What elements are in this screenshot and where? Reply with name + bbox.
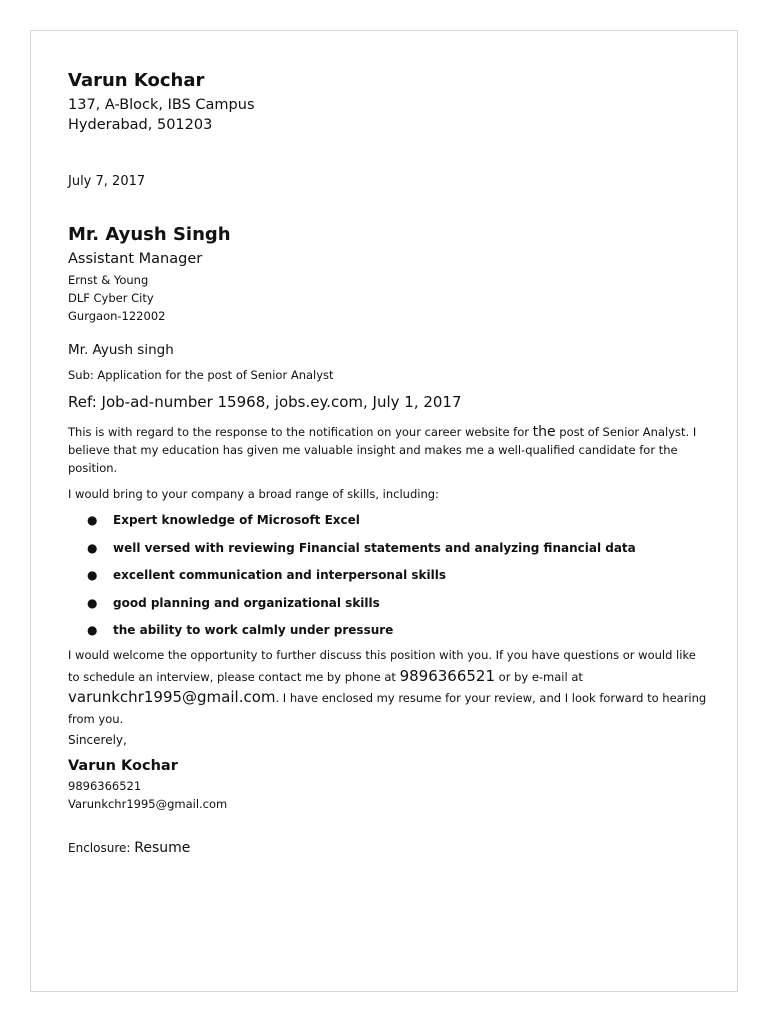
skill-item xyxy=(87,620,636,648)
closing-email: varunkchr1995@gmail.com xyxy=(68,688,276,706)
subject-line: Sub: Application for the post of Senior Analyst xyxy=(68,368,334,382)
reference-line: Ref: Job-ad-number 15968, jobs.ey.com, July 1, 2017 xyxy=(68,393,462,411)
enclosure-label: Enclosure: xyxy=(68,841,135,855)
sender-address-line1: 137, A-Block, IBS Campus xyxy=(68,97,255,113)
enclosure-line xyxy=(68,840,190,856)
skill-item xyxy=(87,538,636,566)
bullet-icon: ● xyxy=(87,595,98,610)
recipient-name: Mr. Ayush Singh xyxy=(68,224,231,245)
bullet-icon: ● xyxy=(87,513,98,527)
signature-phone: 9896366521 xyxy=(68,779,142,793)
letter-date: July 7, 2017 xyxy=(68,174,146,189)
closing-text-part1: I would welcome the opportunity to further discuss this position with you. If you have questions or would like to schedule an interview, please contact me by phone at xyxy=(68,648,696,684)
recipient-address-line1: DLF Cyber City xyxy=(68,291,154,305)
enclosure-value: Resume xyxy=(134,840,191,856)
recipient-address-line2: Gurgaon-122002 xyxy=(68,309,166,323)
recipient-company: Ernst & Young xyxy=(68,273,149,287)
intro-text-part1: This is with regard to the response to the notification on your career website for xyxy=(68,425,533,439)
skill-text: excellent communication and interpersonal skills xyxy=(113,568,446,583)
skill-text: the ability to work calmly under pressure xyxy=(113,623,394,638)
intro-text-part2: post of Senior Analyst. I believe that my education has given me valuable insight and makes me a well-qualified candidate for the position. xyxy=(68,425,697,475)
bullet-icon: ● xyxy=(87,568,98,583)
recipient-title: Assistant Manager xyxy=(68,251,203,267)
closing-text-part3: . I have enclosed my resume for your review, and I look forward to hearing from you. xyxy=(68,691,707,726)
bullet-icon: ● xyxy=(87,623,98,638)
skill-text: well versed with reviewing Financial statements and analyzing financial data xyxy=(113,540,636,555)
bullet-icon: ● xyxy=(87,540,98,555)
sender-name: Varun Kochar xyxy=(68,70,205,91)
signature-name: Varun Kochar xyxy=(68,758,178,774)
skill-text: Expert knowledge of Microsoft Excel xyxy=(113,513,360,527)
closing-paragraph xyxy=(68,645,708,729)
signature-email: Varunkchr1995@gmail.com xyxy=(68,797,228,811)
closing-phone: 9896366521 xyxy=(399,666,495,685)
closing-word: Sincerely, xyxy=(68,733,127,747)
closing-text-part2: or by e-mail at xyxy=(495,669,583,684)
intro-paragraph xyxy=(68,423,708,477)
skill-text: good planning and organizational skills xyxy=(113,595,380,610)
letter-page xyxy=(30,30,738,992)
intro-text-the: the xyxy=(532,424,556,440)
skill-item xyxy=(87,593,636,621)
skills-list xyxy=(87,510,636,648)
skill-item xyxy=(87,510,636,538)
skill-item xyxy=(87,565,636,593)
salutation: Mr. Ayush singh xyxy=(68,342,174,358)
sender-address-line2: Hyderabad, 501203 xyxy=(68,117,213,133)
skills-intro: I would bring to your company a broad range of skills, including: xyxy=(68,487,439,501)
